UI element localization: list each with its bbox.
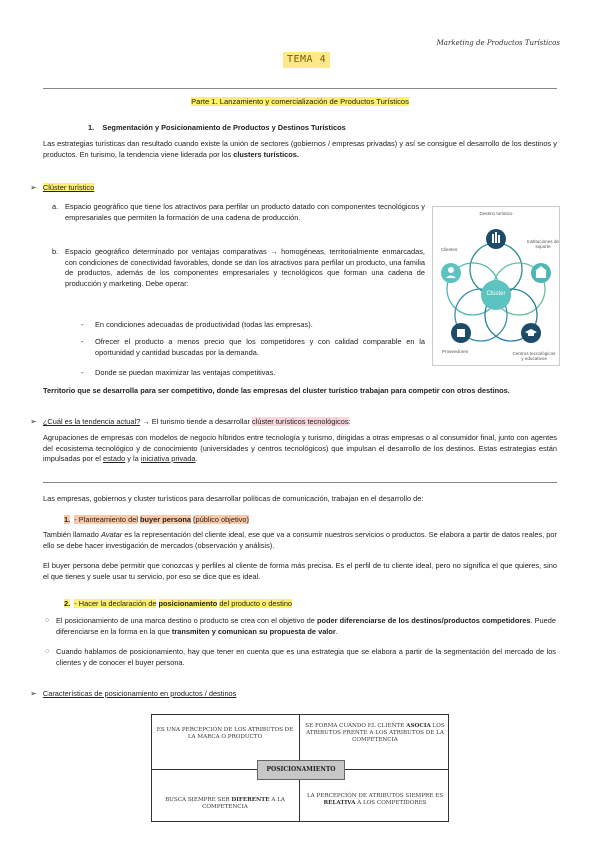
step1-paragraph-1: También llamado Avatar es la representación del cliente ideal, ese que va a consumir nuestros servicios o productos. Se elabora a partir de datos reales, por ello se debe hacer investigación de mercados (observación y análisis). <box>43 530 557 550</box>
cell-top-left: ES UNA PERCEPCIÓN DE LOS ATRIBUTOS DE LA MARCA O PRODUCTO <box>156 727 294 740</box>
step1-paragraph-2: El buyer persona debe permitir que conozcas y perfiles al cliente de forma más precisa. Es el perfil de tu cliente ideal, pero no significa el que quieres, sino el que tienes y suele usar tu servicio, por eso se dice que es ideal. <box>43 561 557 581</box>
cluster-item-b: b. Espacio geográfico determinado por ventajas comparativas → homogéneas, territorialmente enmarcadas, con condiciones de conectividad favorables, donde se dan los atractivos para perfilar un producto, una familia de productos, además de los componentes empresariales y tecnológicos que forman una cadena de producción y marketing. Debe operar: <box>52 247 425 288</box>
characteristics-heading: ➢ Características de posicionamiento en productos / destinos <box>30 689 237 698</box>
positioning-center: POSICIONAMIENTO <box>257 760 345 780</box>
cluster-sub-item: - Donde se puedan maximizar las ventajas competitivas. <box>81 368 276 377</box>
cluster-sub-item: - Ofrecer el producto a menos precio que los competidores y con calidad comparable en la oportunidad y cantidad buscadas por la demanda. <box>81 337 425 357</box>
section-intro: Las estrategias turísticas dan resultado cuando existe la unión de sectores (gobiernos / empresas privadas) y así se consigue el desarrollo de los destinos y productos. En turismo, la tendencia viene liderada por los clusters turísticos. <box>43 139 557 159</box>
cluster-sub-item: - En condiciones adecuadas de productividad (todas las empresas). <box>81 320 313 329</box>
cluster-diagram: Destino turístico Clientes Instituciones de soporte Proveedores Centros tecnológicos y educativos Clúster <box>432 206 560 366</box>
arrow-bullet-icon: ➢ <box>30 183 37 192</box>
tema-title: TEMA 4 <box>283 52 330 68</box>
cluster-diagram-graphic <box>433 207 559 365</box>
cell-bottom-left: BUSCA SIEMPRE SER DIFERENTE A LA COMPETENCIA <box>165 797 285 810</box>
positioning-point: ○ Cuando hablamos de posicionamiento, hay que tener en cuenta que es una estrategia que se elabora a partir de la segmentación del mercado de los clientes y de conocer el buyer persona. <box>45 647 556 667</box>
cell-bottom-right: LA PERCEPCIÓN DE ATRIBUTOS SIEMPRE ES RELATIVA A LOS COMPETIDORES <box>306 793 444 806</box>
divider <box>43 88 557 89</box>
cluster-item-a: a. Espacio geográfico que tiene los atractivos para perfilar un producto datado con componentes tecnológicos y empresariales que permiten la formación de una cadena de producción. <box>52 202 425 222</box>
positioning-table <box>151 714 449 822</box>
cluster-conclusion: Territorio que se desarrolla para ser competitivo, donde las empresas del cluster turístico trabajan para competir con otros destinos. <box>43 386 510 395</box>
step1-heading: 1. - Planteamiento del buyer persona (público objetivo) <box>64 515 249 524</box>
cell-top-right: SE FORMA CUANDO EL CLIENTE ASOCIA LOS ATRIBUTOS FRENTE A LOS ATRIBUTOS DE LA COMPETENCIA <box>305 723 445 743</box>
part-title: Parte 1. Lanzamiento y comercialización de Productos Turísticos <box>191 97 409 106</box>
cluster-heading: ➢ Clúster turístico <box>30 183 95 192</box>
course-title: Marketing de Productos Turísticos <box>436 39 560 47</box>
arrow-bullet-icon: ➢ <box>30 689 37 698</box>
arrow-bullet-icon: ➢ <box>30 417 37 426</box>
tendency-paragraph: Agrupaciones de empresas con modelos de negocio híbridos entre tecnología y turismo, dirigidas a otras empresas o al consumidor final, junto con agentes del ecosistema tecnológico y de conocimiento (universidades y centros tecnológicos) que impulsan el desarrollo de los destinos. Estas estrategias están impulsadas por el estado y la iniciativa privada. <box>43 433 557 464</box>
policies-intro: Las empresas, gobiernos y cluster turísticos para desarrollar políticas de comunicación, trabajan en el desarrollo de: <box>43 494 424 503</box>
section-heading: 1. Segmentación y Posicionamiento de Productos y Destinos Turísticos <box>88 123 346 132</box>
step2-heading: 2. - Hacer la declaración de posicionamiento del producto o destino <box>64 599 293 608</box>
tendency-line: ➢ ¿Cuál es la tendencia actual? → El turismo tiende a desarrollar clúster turísticos tecnológicos: <box>30 417 351 426</box>
divider <box>43 482 557 483</box>
positioning-point: ○ El posicionamiento de una marca destino o producto se crea con el objetivo de poder diferenciarse de los destinos/productos competidores. Puede diferenciarse en la forma en la que transmiten y comunican su propuesta de valor. <box>45 616 556 636</box>
